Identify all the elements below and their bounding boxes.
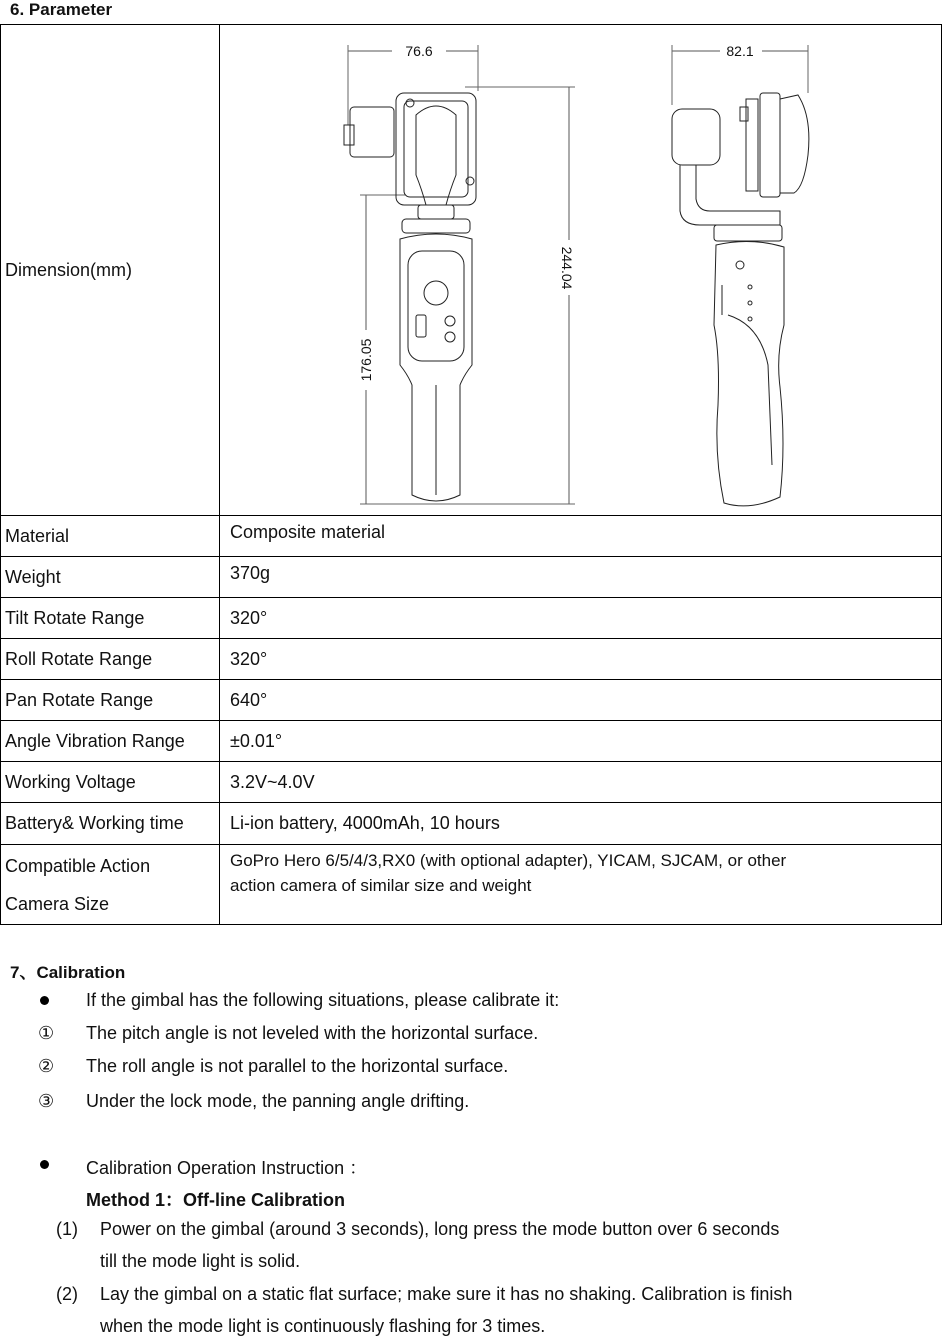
step-text-line2: till the mode light is solid. [100,1251,301,1271]
compat-label-line1: Compatible Action [5,855,151,876]
compat-row [1,845,942,925]
calibration-intro: If the gimbal has the following situations, please calibrate it: [86,990,560,1010]
step-text-line1: Power on the gimbal (around 3 seconds), long press the mode button over 6 seconds [100,1219,780,1239]
compat-value-line1: GoPro Hero 6/5/4/3,RX0 (with optional adapter), YICAM, SJCAM, or other [230,851,787,870]
param-row [1,680,942,721]
param-row [1,721,942,762]
param-label: Angle Vibration Range [1,721,220,762]
dimension-height-total: 244.04 [559,246,575,290]
compat-value [220,845,942,925]
param-row [1,598,942,639]
param-value: 3.2V~4.0V [220,762,942,803]
dimension-height-handle: 176.05 [358,338,374,382]
param-row [1,639,942,680]
section-title-parameter: 6. Parameter [10,0,113,19]
param-label: Material [1,516,220,557]
situation-text: Under the lock mode, the panning angle drifting. [86,1091,470,1111]
param-row [1,803,942,845]
param-label: Pan Rotate Range [1,680,220,721]
compat-label [1,845,220,925]
section-title-calibration: 7、Calibration [10,963,126,982]
dimension-width-side: 82.1 [726,43,754,59]
step-text-line2: when the mode light is continuously flashing for 3 times. [100,1316,546,1336]
dimension-drawing-cell [220,25,942,516]
param-value: Li-ion battery, 4000mAh, 10 hours [220,803,942,845]
compat-label-line2: Camera Size [5,893,110,914]
param-value: 640° [220,680,942,721]
step-number: (1) [56,1219,78,1239]
bullet-icon [40,996,49,1005]
instruction-label: Calibration Operation Instruction ： [86,1158,368,1178]
param-value: 370g [220,557,942,598]
situation-marker: ③ [38,1091,55,1111]
parameter-table [0,24,942,925]
param-label: Battery& Working time [1,803,220,845]
situation-marker: ② [38,1056,55,1076]
compat-value-line2: action camera of similar size and weight [230,876,532,895]
step-text-line1: Lay the gimbal on a static flat surface; make sure it has no shaking. Calibration is finish [100,1284,793,1304]
gimbal-dimension-drawing [220,25,942,510]
bullet-icon [40,1160,49,1169]
dimension-row [1,25,942,516]
step-number: (2) [56,1284,78,1304]
param-row [1,557,942,598]
param-label: Weight [1,557,220,598]
situation-marker: ① [38,1023,55,1043]
method-title: Method 1：Off-line Calibration [86,1190,345,1210]
param-label: Roll Rotate Range [1,639,220,680]
param-label: Working Voltage [1,762,220,803]
param-value: 320° [220,639,942,680]
param-value: 320° [220,598,942,639]
param-value: Composite material [220,516,942,557]
param-row [1,516,942,557]
dimension-label: Dimension(mm) [1,25,220,516]
situation-text: The roll angle is not parallel to the horizontal surface. [86,1056,509,1076]
dimension-width-front: 76.6 [405,43,433,59]
situation-text: The pitch angle is not leveled with the horizontal surface. [86,1023,539,1043]
param-value: ±0.01° [220,721,942,762]
param-label: Tilt Rotate Range [1,598,220,639]
param-row [1,762,942,803]
